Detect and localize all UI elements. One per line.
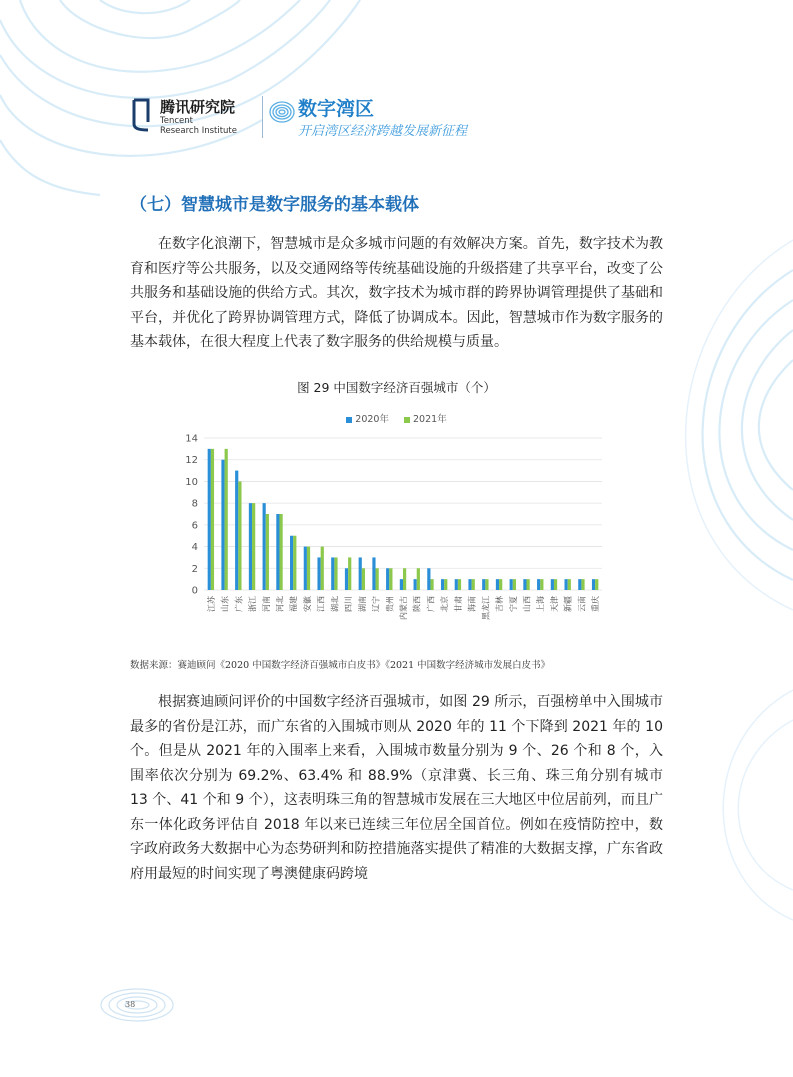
bar-2021年 <box>211 449 214 590</box>
y-tick-label: 0 <box>191 585 198 597</box>
x-tick-label: 四川 <box>344 596 354 612</box>
legend-swatch-2021 <box>404 417 410 423</box>
x-tick-label: 福建 <box>289 596 299 612</box>
bar-2021年 <box>581 579 584 590</box>
bar-2020年 <box>359 557 362 590</box>
x-tick-label: 辽宁 <box>371 596 381 612</box>
x-tick-label: 江苏 <box>206 596 216 612</box>
bar-chart <box>170 428 620 638</box>
report-title: 数字湾区 <box>298 98 375 120</box>
bar-2020年 <box>468 579 471 590</box>
y-tick-label: 8 <box>191 498 198 510</box>
figure-title: 图 29 中国数字经济百强城市（个） <box>297 380 496 395</box>
bar-2020年 <box>537 579 540 590</box>
report-subtitle: 开启湾区经济跨越发展新征程 <box>298 124 468 139</box>
x-tick-label: 广西 <box>426 596 436 612</box>
bar-2021年 <box>389 568 392 590</box>
x-tick-label: 吉林 <box>495 596 505 612</box>
bar-2021年 <box>430 579 433 590</box>
bar-2021年 <box>307 547 310 590</box>
x-tick-label: 北京 <box>440 596 450 612</box>
x-tick-label: 江西 <box>316 596 326 612</box>
bar-2021年 <box>403 568 406 590</box>
x-tick-label: 河南 <box>261 596 271 612</box>
bar-2020年 <box>523 579 526 590</box>
page-number: 38 <box>125 1000 136 1009</box>
bar-2020年 <box>400 579 403 590</box>
x-tick-label: 重庆 <box>591 596 601 612</box>
header-divider <box>262 96 263 138</box>
org-name-en: Tencent Research Institute <box>160 116 237 136</box>
tencent-research-logo-icon <box>130 98 152 132</box>
bar-2021年 <box>376 568 379 590</box>
bar-2021年 <box>472 579 475 590</box>
bar-2020年 <box>386 568 389 590</box>
bar-2020年 <box>331 557 334 590</box>
y-tick-label: 10 <box>185 476 198 488</box>
bar-2020年 <box>208 449 211 590</box>
bar-2021年 <box>595 579 598 590</box>
y-tick-label: 14 <box>185 433 198 445</box>
chart-legend <box>0 411 793 425</box>
bar-2020年 <box>290 536 293 590</box>
bar-2020年 <box>317 557 320 590</box>
bar-2020年 <box>441 579 444 590</box>
bar-2021年 <box>417 568 420 590</box>
x-tick-label: 天津 <box>549 596 559 612</box>
bar-2020年 <box>592 579 595 590</box>
y-tick-label: 2 <box>191 563 198 575</box>
bar-2021年 <box>362 568 365 590</box>
bar-2021年 <box>225 449 228 590</box>
x-tick-label: 内蒙古 <box>399 596 408 620</box>
bar-2020年 <box>564 579 567 590</box>
bar-2020年 <box>414 579 417 590</box>
bar-2020年 <box>372 557 375 590</box>
x-tick-label: 云南 <box>577 596 587 612</box>
bar-2021年 <box>293 536 296 590</box>
x-tick-label: 黑龙江 <box>481 596 491 620</box>
bar-2020年 <box>263 503 266 590</box>
x-tick-label: 宁夏 <box>508 596 518 612</box>
x-tick-label: 山东 <box>220 596 230 612</box>
bar-2020年 <box>345 568 348 590</box>
bar-2021年 <box>444 579 447 590</box>
x-tick-label: 湖北 <box>330 596 340 612</box>
y-tick-label: 4 <box>191 542 198 554</box>
bar-2021年 <box>458 579 461 590</box>
y-tick-label: 6 <box>191 520 198 532</box>
bar-2021年 <box>238 481 241 590</box>
bar-2020年 <box>304 547 307 590</box>
bar-2020年 <box>496 579 499 590</box>
bar-2021年 <box>321 547 324 590</box>
x-tick-label: 陕西 <box>412 596 422 612</box>
org-name-cn: 腾讯研究院 <box>160 98 236 116</box>
bar-2020年 <box>510 579 513 590</box>
bar-2020年 <box>235 471 238 590</box>
bay-area-swirl-icon <box>268 98 296 126</box>
bar-2021年 <box>485 579 488 590</box>
x-tick-label: 浙江 <box>248 596 258 612</box>
x-tick-label: 山西 <box>522 596 532 612</box>
y-tick-label: 12 <box>185 455 198 467</box>
bar-2021年 <box>568 579 571 590</box>
bar-2021年 <box>554 579 557 590</box>
x-tick-label: 上海 <box>536 596 546 612</box>
section-heading: （七）智慧城市是数字服务的基本载体 <box>130 195 419 215</box>
x-tick-label: 河北 <box>275 596 285 612</box>
bar-2021年 <box>540 579 543 590</box>
page-header <box>130 88 590 148</box>
bar-2020年 <box>578 579 581 590</box>
x-tick-label: 广东 <box>234 596 244 612</box>
x-tick-label: 安徽 <box>302 596 312 612</box>
bar-2020年 <box>276 514 279 590</box>
x-tick-label: 新疆 <box>563 596 573 612</box>
x-tick-label: 贵州 <box>385 596 395 612</box>
bar-2021年 <box>499 579 502 590</box>
bar-2021年 <box>334 557 337 590</box>
bar-2020年 <box>249 503 252 590</box>
bar-2021年 <box>266 514 269 590</box>
body-paragraph-1: 在数字化浪潮下，智慧城市是众多城市问题的有效解决方案。首先，数字技术为教育和医疗等公共服务，以及交通网络等传统基础设施的升级搭建了共享平台，改变了公共服务和基础设施的供给方式。其次，数字技术为城市群的跨界协调管理提供了基础和平台，并优化了跨界协调管理方式，降低了协调成本。因此，智慧城市作为数字服务的基本载体，在很大程度上代表了数字服务的供给规模与质量。 <box>130 236 663 350</box>
bar-2020年 <box>455 579 458 590</box>
bar-2020年 <box>427 568 430 590</box>
legend-swatch-2020 <box>346 417 352 423</box>
legend-item-2021: 2021年 <box>404 414 447 425</box>
bar-2020年 <box>482 579 485 590</box>
x-tick-label: 湖南 <box>357 596 367 612</box>
x-tick-label: 甘肃 <box>453 596 463 612</box>
data-source-note: 数据来源：赛迪顾问《2020 中国数字经济百强城市白皮书》《2021 中国数字经济城市发展白皮书》 <box>130 660 551 671</box>
x-tick-label: 海南 <box>467 596 477 612</box>
bar-2021年 <box>252 503 255 590</box>
bar-2020年 <box>551 579 554 590</box>
body-paragraph-2: 根据赛迪顾问评价的中国数字经济百强城市，如图 29 所示，百强榜单中入围城市最多的省份是江苏，而广东省的入围城市则从 2020 年的 11 个下降到 2021 年的 10 个。但是从 2021 年的入围率上来看，入围城市数量分别为 9 个、26 个和 8 个，入围率依次分别为 69.2%、63.4% 和 88.9%（京津冀、长三角、珠三角分别有城市 13 个、41 个和 9 个），这表明珠三角的智慧城市发展在三大地区中位居前列，而且广东一体化政务评估自 2018 年以来已连续三年位居全国首位。例如在疫情防控中，数字政府政务大数据中心为态势研判和防控措施落实提供了精准的大数据支撑，广东省政府用最短的时间实现了粤澳健康码跨境 <box>130 694 663 882</box>
bar-2021年 <box>513 579 516 590</box>
legend-item-2020: 2020年 <box>346 414 389 425</box>
bar-2021年 <box>279 514 282 590</box>
bar-2021年 <box>527 579 530 590</box>
bar-2021年 <box>348 557 351 590</box>
bar-2020年 <box>221 460 224 590</box>
